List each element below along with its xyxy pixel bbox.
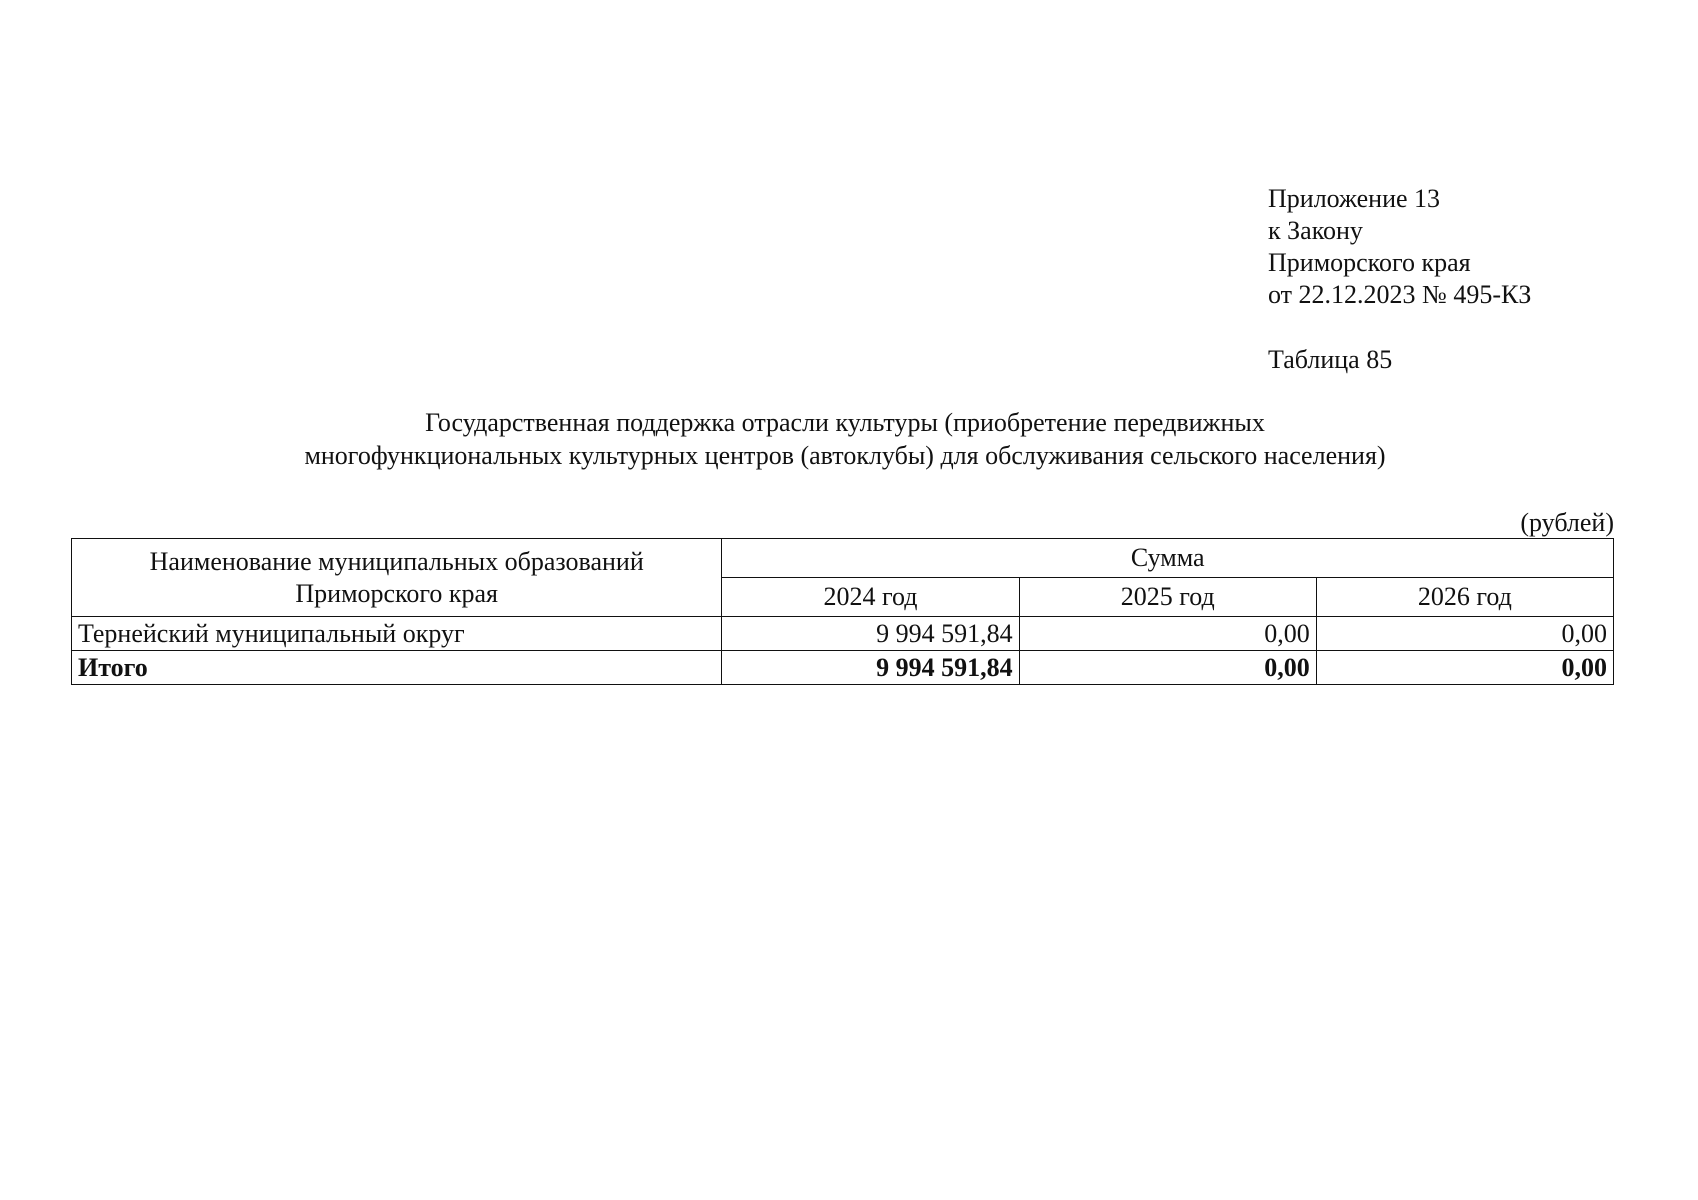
title-line-2: многофункциональных культурных центров (автоклубы) для обслуживания сельского населения): [304, 441, 1386, 470]
amount-2024: 9 994 591,84: [722, 617, 1019, 651]
appendix-line: от 22.12.2023 № 495-КЗ: [1268, 280, 1532, 309]
total-row: [72, 651, 1614, 685]
municipality-name: Тернейский муниципальный округ: [72, 617, 722, 651]
total-2024: 9 994 591,84: [722, 651, 1019, 685]
table-header-row: [72, 539, 1614, 578]
header-year-2024: 2024 год: [722, 578, 1019, 617]
appendix-reference: [1268, 183, 1531, 311]
budget-table: [71, 538, 1614, 685]
amount-2026: 0,00: [1316, 617, 1613, 651]
total-label: Итого: [72, 651, 722, 685]
table-row: [72, 617, 1614, 651]
appendix-line: Приморского края: [1268, 248, 1471, 277]
header-year-2026: 2026 год: [1316, 578, 1613, 617]
appendix-line: Приложение 13: [1268, 184, 1441, 213]
title-line-1: Государственная поддержка отрасли культуры (приобретение передвижных: [425, 408, 1265, 437]
total-2026: 0,00: [1316, 651, 1613, 685]
units-label: (рублей): [1520, 508, 1614, 537]
document-title: [70, 406, 1620, 472]
total-2025: 0,00: [1019, 651, 1316, 685]
amount-2025: 0,00: [1019, 617, 1316, 651]
header-sum: Сумма: [722, 539, 1614, 578]
appendix-line: к Закону: [1268, 216, 1363, 245]
header-municipality-name: Наименование муниципальных образований Приморского края: [72, 539, 722, 617]
table-number: Таблица 85: [1268, 345, 1393, 374]
header-year-2025: 2025 год: [1019, 578, 1316, 617]
